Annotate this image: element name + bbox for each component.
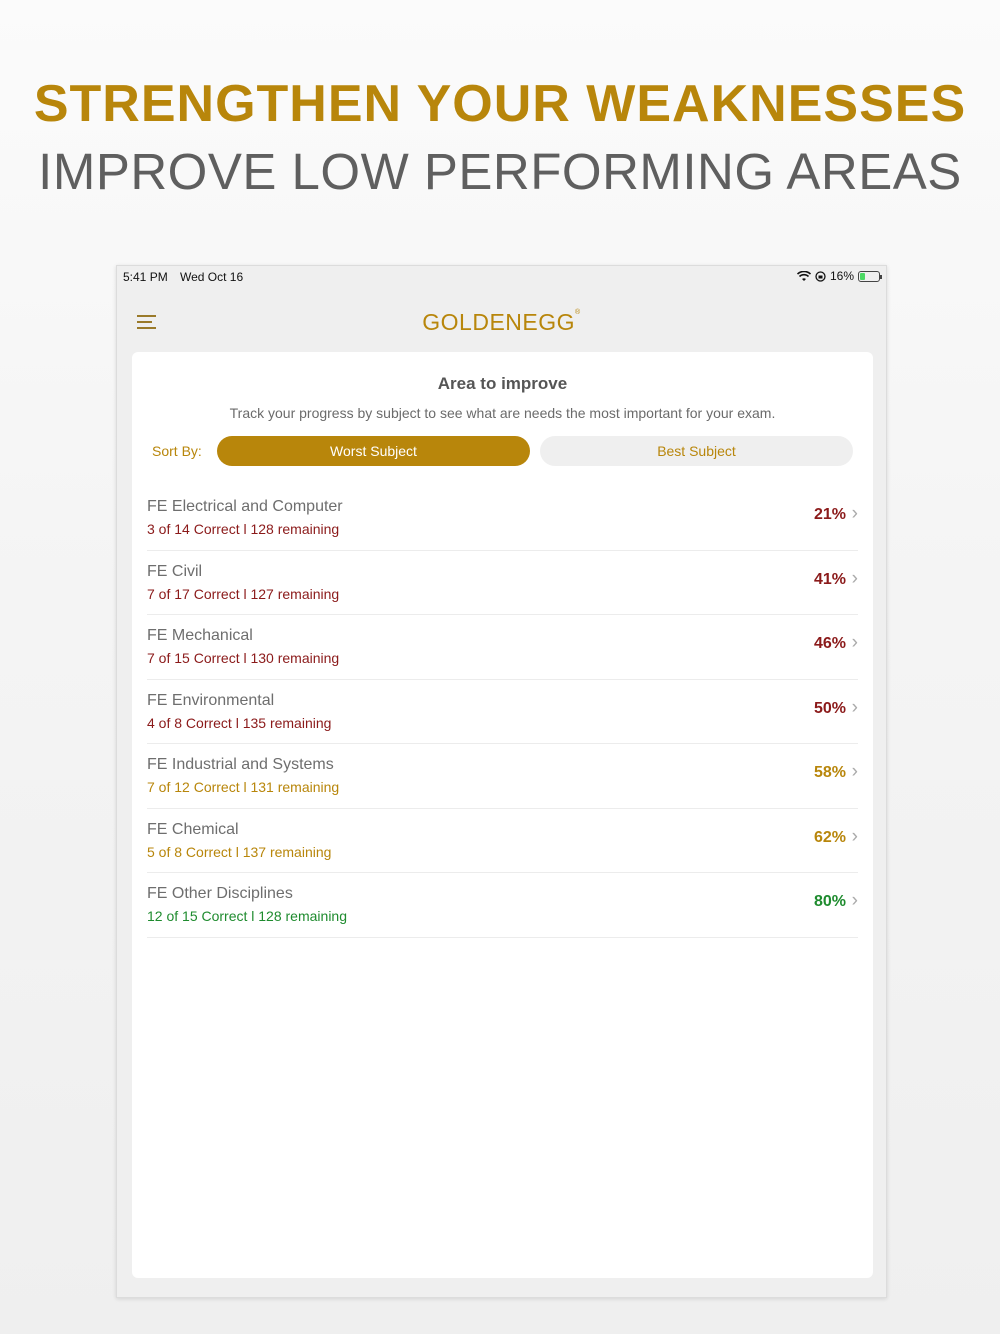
- chevron-right-icon: ›: [851, 632, 858, 653]
- subject-name: FE Civil: [147, 562, 203, 580]
- subject-percent: 58%: [813, 764, 846, 781]
- status-bar: [117, 266, 886, 288]
- subject-row[interactable]: [147, 615, 858, 680]
- subject-name: FE Mechanical: [147, 627, 253, 644]
- subject-detail: 3 of 14 Correct l 128 remaining: [147, 521, 340, 537]
- subject-percent: 50%: [813, 699, 846, 717]
- orientation-lock-icon: [815, 271, 826, 282]
- subject-name: FE Electrical and Computer: [147, 498, 343, 515]
- chevron-right-icon: ›: [851, 503, 858, 524]
- subject-name: FE Chemical: [147, 820, 239, 838]
- subject-row[interactable]: [147, 680, 858, 745]
- subject-row[interactable]: [147, 873, 858, 938]
- chevron-right-icon: ›: [851, 696, 858, 718]
- sort-label: Sort By:: [152, 443, 202, 459]
- subject-detail: 4 of 8 Correct l 135 remaining: [147, 714, 332, 731]
- status-time: 5:41 PM: [123, 270, 168, 284]
- subject-percent: 46%: [813, 635, 846, 652]
- chevron-right-icon: ›: [851, 567, 858, 589]
- subject-name: FE Other Disciplines: [147, 885, 293, 902]
- subject-detail: 7 of 12 Correct l 131 remaining: [147, 779, 340, 795]
- area-to-improve-card: [132, 352, 873, 1278]
- battery-icon: [858, 271, 880, 282]
- status-indicators: [797, 269, 880, 283]
- subject-detail: 7 of 15 Correct l 130 remaining: [147, 650, 340, 666]
- subject-detail: 5 of 8 Correct l 137 remaining: [147, 843, 332, 860]
- subject-detail: 12 of 15 Correct l 128 remaining: [147, 908, 347, 924]
- chevron-right-icon: ›: [851, 825, 858, 847]
- goldenegg-logo: [117, 309, 886, 336]
- subject-percent: 41%: [813, 570, 846, 588]
- subject-percent: 62%: [813, 828, 846, 846]
- subject-row[interactable]: [147, 551, 858, 616]
- card-description: Track your progress by subject to see what are needs the most important for your exam.: [229, 405, 776, 421]
- chevron-right-icon: ›: [851, 890, 858, 911]
- tablet-screen: [116, 265, 887, 1298]
- worst-subject-button[interactable]: Worst Subject: [217, 436, 530, 466]
- promo-subheadline: IMPROVE LOW PERFORMING AREAS: [38, 143, 962, 200]
- status-date: Wed Oct 16: [180, 270, 244, 284]
- promo-headline: STRENGTHEN YOUR WEAKNESSES: [33, 75, 967, 133]
- chevron-right-icon: ›: [851, 761, 858, 782]
- subject-row[interactable]: [147, 486, 858, 551]
- subject-row[interactable]: [147, 809, 858, 874]
- battery-level: [860, 273, 865, 280]
- best-subject-button[interactable]: Best Subject: [540, 436, 853, 466]
- subject-percent: 21%: [813, 506, 846, 523]
- logo-text: GOLDENEGG: [422, 309, 576, 335]
- subject-detail: 7 of 17 Correct l 127 remaining: [147, 585, 340, 602]
- subject-name: FE Industrial and Systems: [147, 756, 334, 773]
- wifi-icon: [797, 271, 811, 282]
- logo-trademark: ®: [575, 309, 581, 316]
- card-title: Area to improve: [437, 374, 568, 393]
- subject-row[interactable]: [147, 744, 858, 809]
- subject-name: FE Environmental: [147, 691, 275, 709]
- subject-list: [147, 486, 858, 938]
- battery-percent: 16%: [829, 269, 854, 283]
- subject-percent: 80%: [813, 893, 846, 910]
